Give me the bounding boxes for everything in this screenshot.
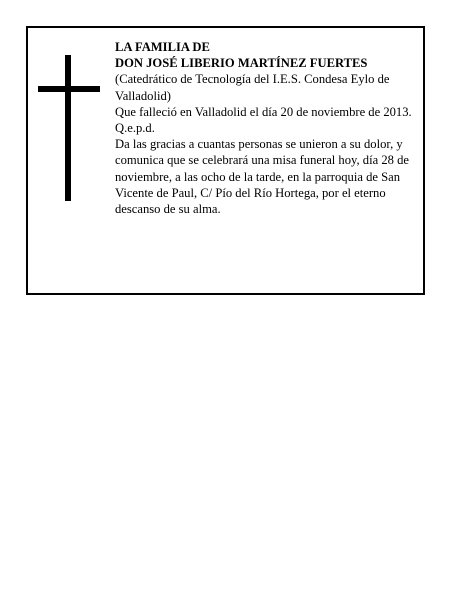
cross-horizontal-bar (38, 86, 100, 92)
rip-abbreviation: Q.e.p.d. (115, 121, 155, 136)
notice-text (115, 39, 421, 217)
obituary-notice (26, 26, 425, 295)
death-statement: Que falleció en Valladolid el día 20 de noviembre de 2013. (115, 104, 412, 119)
latin-cross-icon (38, 55, 100, 201)
heading-line-family: LA FAMILIA DE (115, 40, 210, 54)
cross-vertical-bar (65, 55, 71, 201)
heading-line-name: DON JOSÉ LIBERIO MARTÍNEZ FUERTES (115, 56, 368, 71)
funeral-message: Da las gracias a cuantas personas se unieron a su dolor, y comunica que se celebrará una misa funeral hoy, día 28 de noviembre, a las ocho de la tarde, en la parroquia de San Vicente de Paul, C/ Pío del Río Hortega, por el eterno descanso de su alma. (115, 137, 409, 217)
deceased-role: (Catedrático de Tecnología del I.E.S. Condesa Eylo de Valladolid) (115, 72, 390, 103)
